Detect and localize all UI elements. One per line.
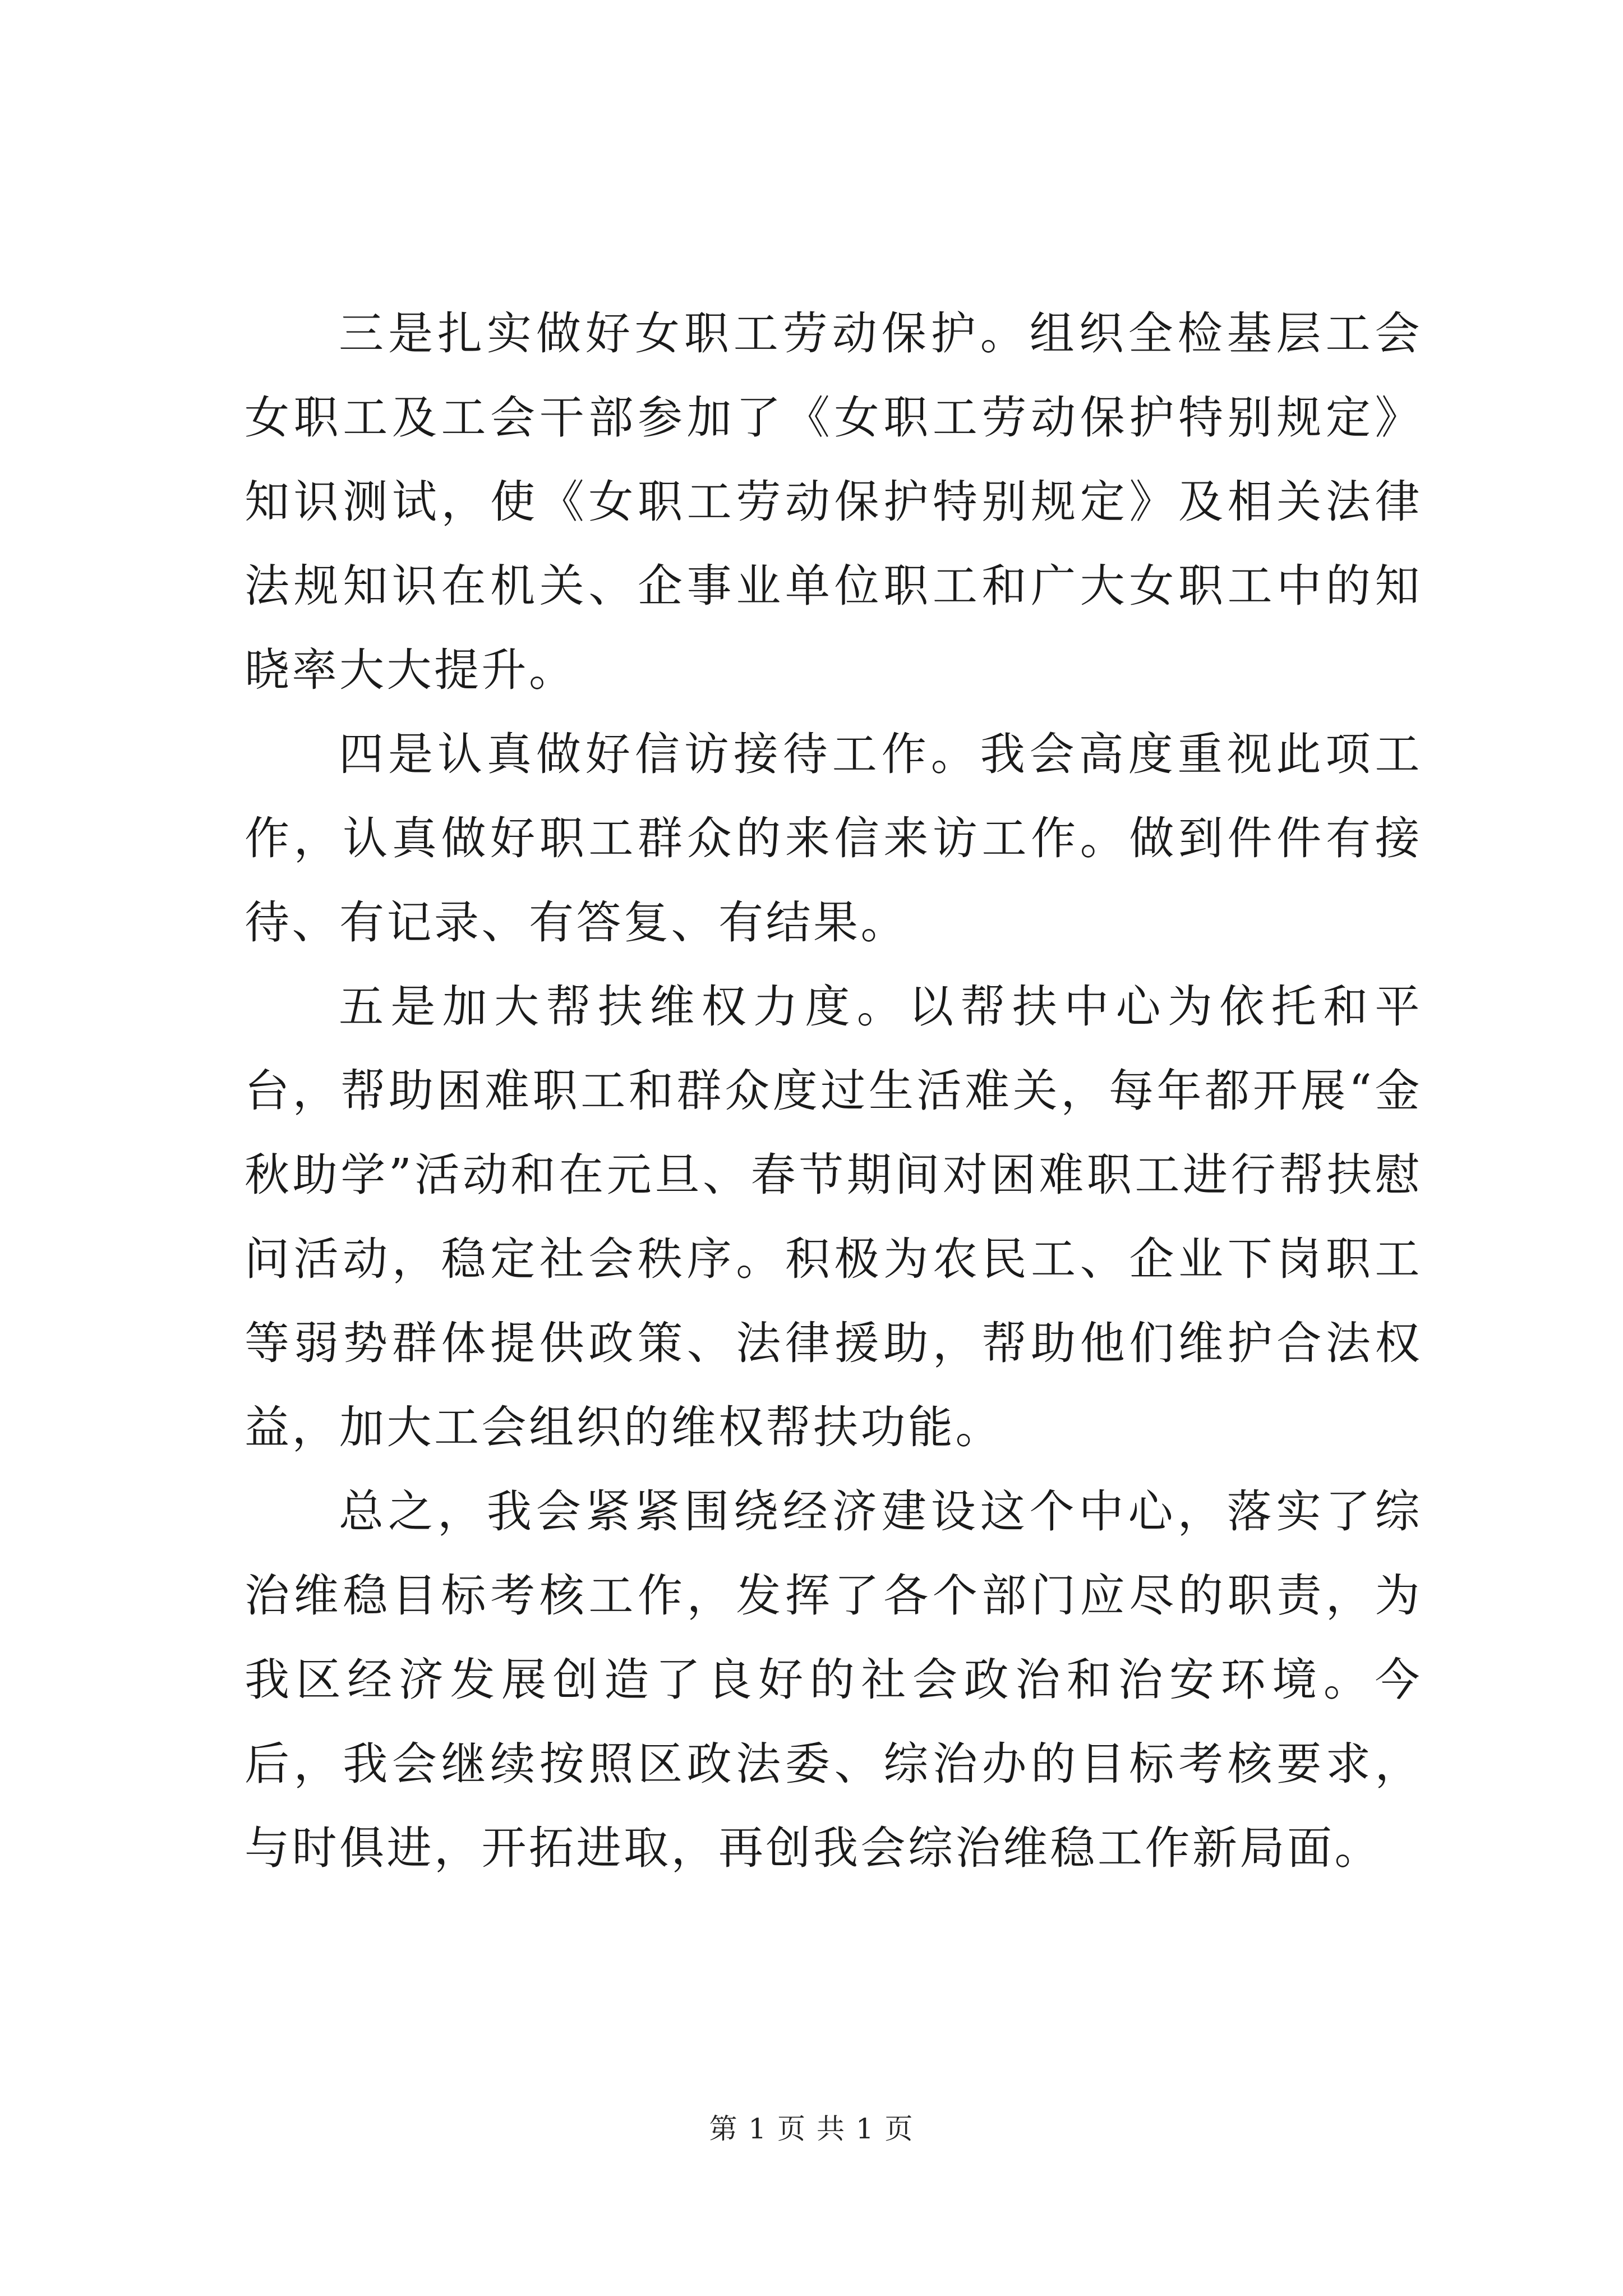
paragraph-petition-reception: 四是认真做好信访接待工作。我会高度重视此项工作，认真做好职工群众的来信来访工作。做到件件有接待、有记录、有答复、有结果。 <box>245 728 1422 949</box>
document-body <box>245 292 1422 1890</box>
paragraph-assistance-rights: 五是加大帮扶维权力度。以帮扶中心为依托和平台，帮助困难职工和群众度过生活难关，每年都开展“金秋助学”活动和在元旦、春节期间对困难职工进行帮扶慰问活动，稳定社会秩序。积极为农民工、企业下岗职工等弱势群体提供政策、法律援助，帮助他们维护合法权益，加大工会组织的维权帮扶功能。 <box>245 981 1422 1453</box>
paragraph-labor-protection: 三是扎实做好女职工劳动保护。组织全检基层工会女职工及工会干部参加了《女职工劳动保护特别规定》知识测试，使《女职工劳动保护特别规定》及相关法律法规知识在机关、企事业单位职工和广大女职工中的知晓率大大提升。 <box>245 307 1422 696</box>
page-number-footer: 第 1 页 共 1 页 <box>709 2113 914 2145</box>
paragraph-conclusion: 总之，我会紧紧围绕经济建设这个中心，落实了综治维稳目标考核工作，发挥了各个部门应尽的职责，为我区经济发展创造了良好的社会政治和治安环境。今后，我会继续按照区政法委、综治办的目标考核要求，与时俱进，开拓进取，再创我会综治维稳工作新局面。 <box>245 1485 1422 1874</box>
